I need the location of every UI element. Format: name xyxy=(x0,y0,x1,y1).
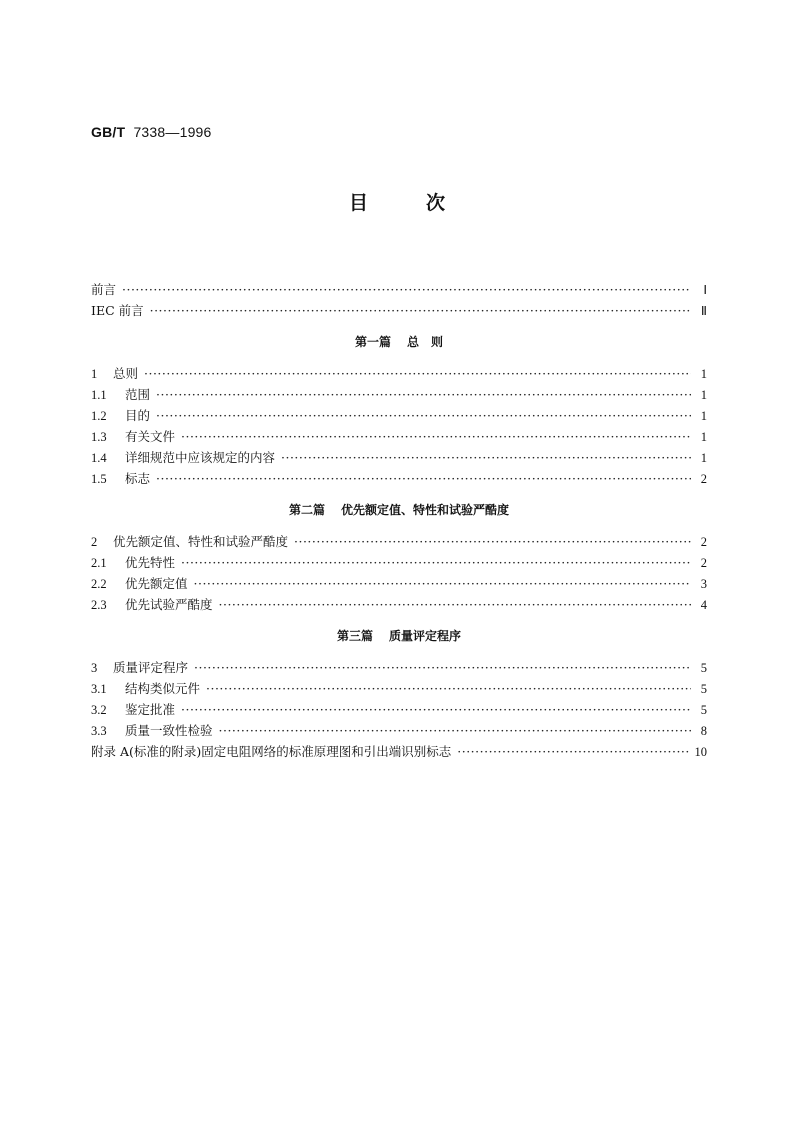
toc-entry-page: 2 xyxy=(700,472,707,486)
toc-entry-page: 1 xyxy=(700,388,707,402)
toc-entry[interactable] xyxy=(91,699,707,720)
dot-leader xyxy=(294,531,691,552)
dot-leader xyxy=(219,720,691,741)
part-heading-1[interactable] xyxy=(91,321,707,363)
toc-entry[interactable] xyxy=(91,468,707,489)
toc-entry-number: 1.1 xyxy=(91,388,107,402)
dot-leader xyxy=(181,552,691,573)
toc-entry-label: 总则 xyxy=(113,366,139,381)
toc-entry-page: 1 xyxy=(700,409,707,423)
toc-entry-page: 2 xyxy=(700,556,707,570)
toc-entry-label: 前言 xyxy=(91,282,117,297)
toc-entry-label: 优先特性 xyxy=(125,555,176,570)
part-heading-number: 第二篇 xyxy=(288,503,325,517)
standard-prefix: GB/T xyxy=(91,124,126,140)
toc-entry-label: 标志 xyxy=(125,471,151,486)
part-heading-title: 质量评定程序 xyxy=(389,629,462,643)
dot-leader xyxy=(206,678,691,699)
toc-entry-number: 1 xyxy=(91,367,98,381)
dot-leader xyxy=(194,657,691,678)
part-heading-number: 第一篇 xyxy=(354,335,391,349)
standard-code: 7338—1996 xyxy=(133,124,212,140)
toc-entry-label: 有关文件 xyxy=(125,429,176,444)
toc-entry-page: 8 xyxy=(700,724,707,738)
part-heading-number: 第三篇 xyxy=(336,629,373,643)
dot-leader xyxy=(156,468,691,489)
toc-entry-label: 目的 xyxy=(125,408,151,423)
toc-entry[interactable] xyxy=(91,426,707,447)
standard-number xyxy=(91,124,212,140)
part-heading-title: 总 则 xyxy=(407,335,444,349)
dot-leader xyxy=(144,363,691,384)
toc-entry[interactable] xyxy=(91,384,707,405)
toc-entry[interactable] xyxy=(91,678,707,699)
toc-entry-label: 优先试验严酷度 xyxy=(125,597,213,612)
part-heading-3[interactable] xyxy=(91,615,707,657)
toc-entry-number: 2.1 xyxy=(91,556,107,570)
dot-leader xyxy=(181,699,691,720)
toc-entry[interactable] xyxy=(91,657,707,678)
toc-entry-label: 优先额定值 xyxy=(125,576,188,591)
toc-entry-number: 1.3 xyxy=(91,430,107,444)
toc-entry-label: 优先额定值、特性和试验严酷度 xyxy=(113,534,289,549)
toc-entry-number: 3.1 xyxy=(91,682,107,696)
table-of-contents xyxy=(91,279,707,762)
toc-entry-page: 5 xyxy=(700,703,707,717)
toc-entry[interactable] xyxy=(91,573,707,594)
dot-leader xyxy=(156,384,691,405)
toc-entry-label: 质量一致性检验 xyxy=(125,723,213,738)
toc-entry[interactable] xyxy=(91,405,707,426)
part-heading-title: 优先额定值、特性和试验严酷度 xyxy=(341,503,510,517)
toc-entry-annex-a[interactable] xyxy=(91,741,707,762)
toc-entry-page: 1 xyxy=(700,367,707,381)
dot-leader xyxy=(150,300,691,321)
toc-entry[interactable] xyxy=(91,720,707,741)
toc-entry-number: 3.2 xyxy=(91,703,107,717)
toc-entry-page: 5 xyxy=(700,682,707,696)
toc-entry-number: 1.4 xyxy=(91,451,107,465)
toc-entry-label: 附录 A(标准的附录)固定电阻网络的标准原理图和引出端识别标志 xyxy=(91,744,452,759)
toc-entry-number: 3.3 xyxy=(91,724,107,738)
toc-entry-number: 2.3 xyxy=(91,598,107,612)
toc-entry-page: Ⅱ xyxy=(700,304,707,318)
toc-entry[interactable] xyxy=(91,363,707,384)
toc-entry-label: 详细规范中应该规定的内容 xyxy=(125,450,276,465)
toc-entry-label: IEC 前言 xyxy=(91,303,144,318)
toc-entry-page: 2 xyxy=(700,535,707,549)
toc-entry-page: 3 xyxy=(700,577,707,591)
toc-entry-number: 1.5 xyxy=(91,472,107,486)
toc-entry[interactable] xyxy=(91,531,707,552)
toc-entry[interactable] xyxy=(91,447,707,468)
toc-entry-page: 4 xyxy=(700,598,707,612)
toc-entry-label: 结构类似元件 xyxy=(125,681,201,696)
part-heading-2[interactable] xyxy=(91,489,707,531)
toc-entry-iec-foreword[interactable] xyxy=(91,300,707,321)
toc-entry-foreword[interactable] xyxy=(91,279,707,300)
dot-leader xyxy=(181,426,691,447)
dot-leader xyxy=(457,741,688,762)
toc-entry[interactable] xyxy=(91,552,707,573)
toc-entry-label: 鉴定批准 xyxy=(125,702,176,717)
toc-entry-label: 范围 xyxy=(125,387,151,402)
toc-entry-number: 1.2 xyxy=(91,409,107,423)
toc-entry-page: 5 xyxy=(700,661,707,675)
toc-entry-number: 3 xyxy=(91,661,98,675)
dot-leader xyxy=(281,447,691,468)
toc-entry-page: 10 xyxy=(694,745,707,759)
dot-leader xyxy=(194,573,691,594)
toc-entry-number: 2 xyxy=(91,535,98,549)
dot-leader xyxy=(219,594,691,615)
toc-entry-page: 1 xyxy=(700,451,707,465)
toc-entry-number: 2.2 xyxy=(91,577,107,591)
page-title: 目次 xyxy=(348,192,503,214)
toc-entry-page: Ⅰ xyxy=(703,283,707,297)
toc-entry[interactable] xyxy=(91,594,707,615)
dot-leader xyxy=(156,405,691,426)
dot-leader xyxy=(122,279,691,300)
toc-entry-page: 1 xyxy=(700,430,707,444)
toc-entry-label: 质量评定程序 xyxy=(113,660,189,675)
